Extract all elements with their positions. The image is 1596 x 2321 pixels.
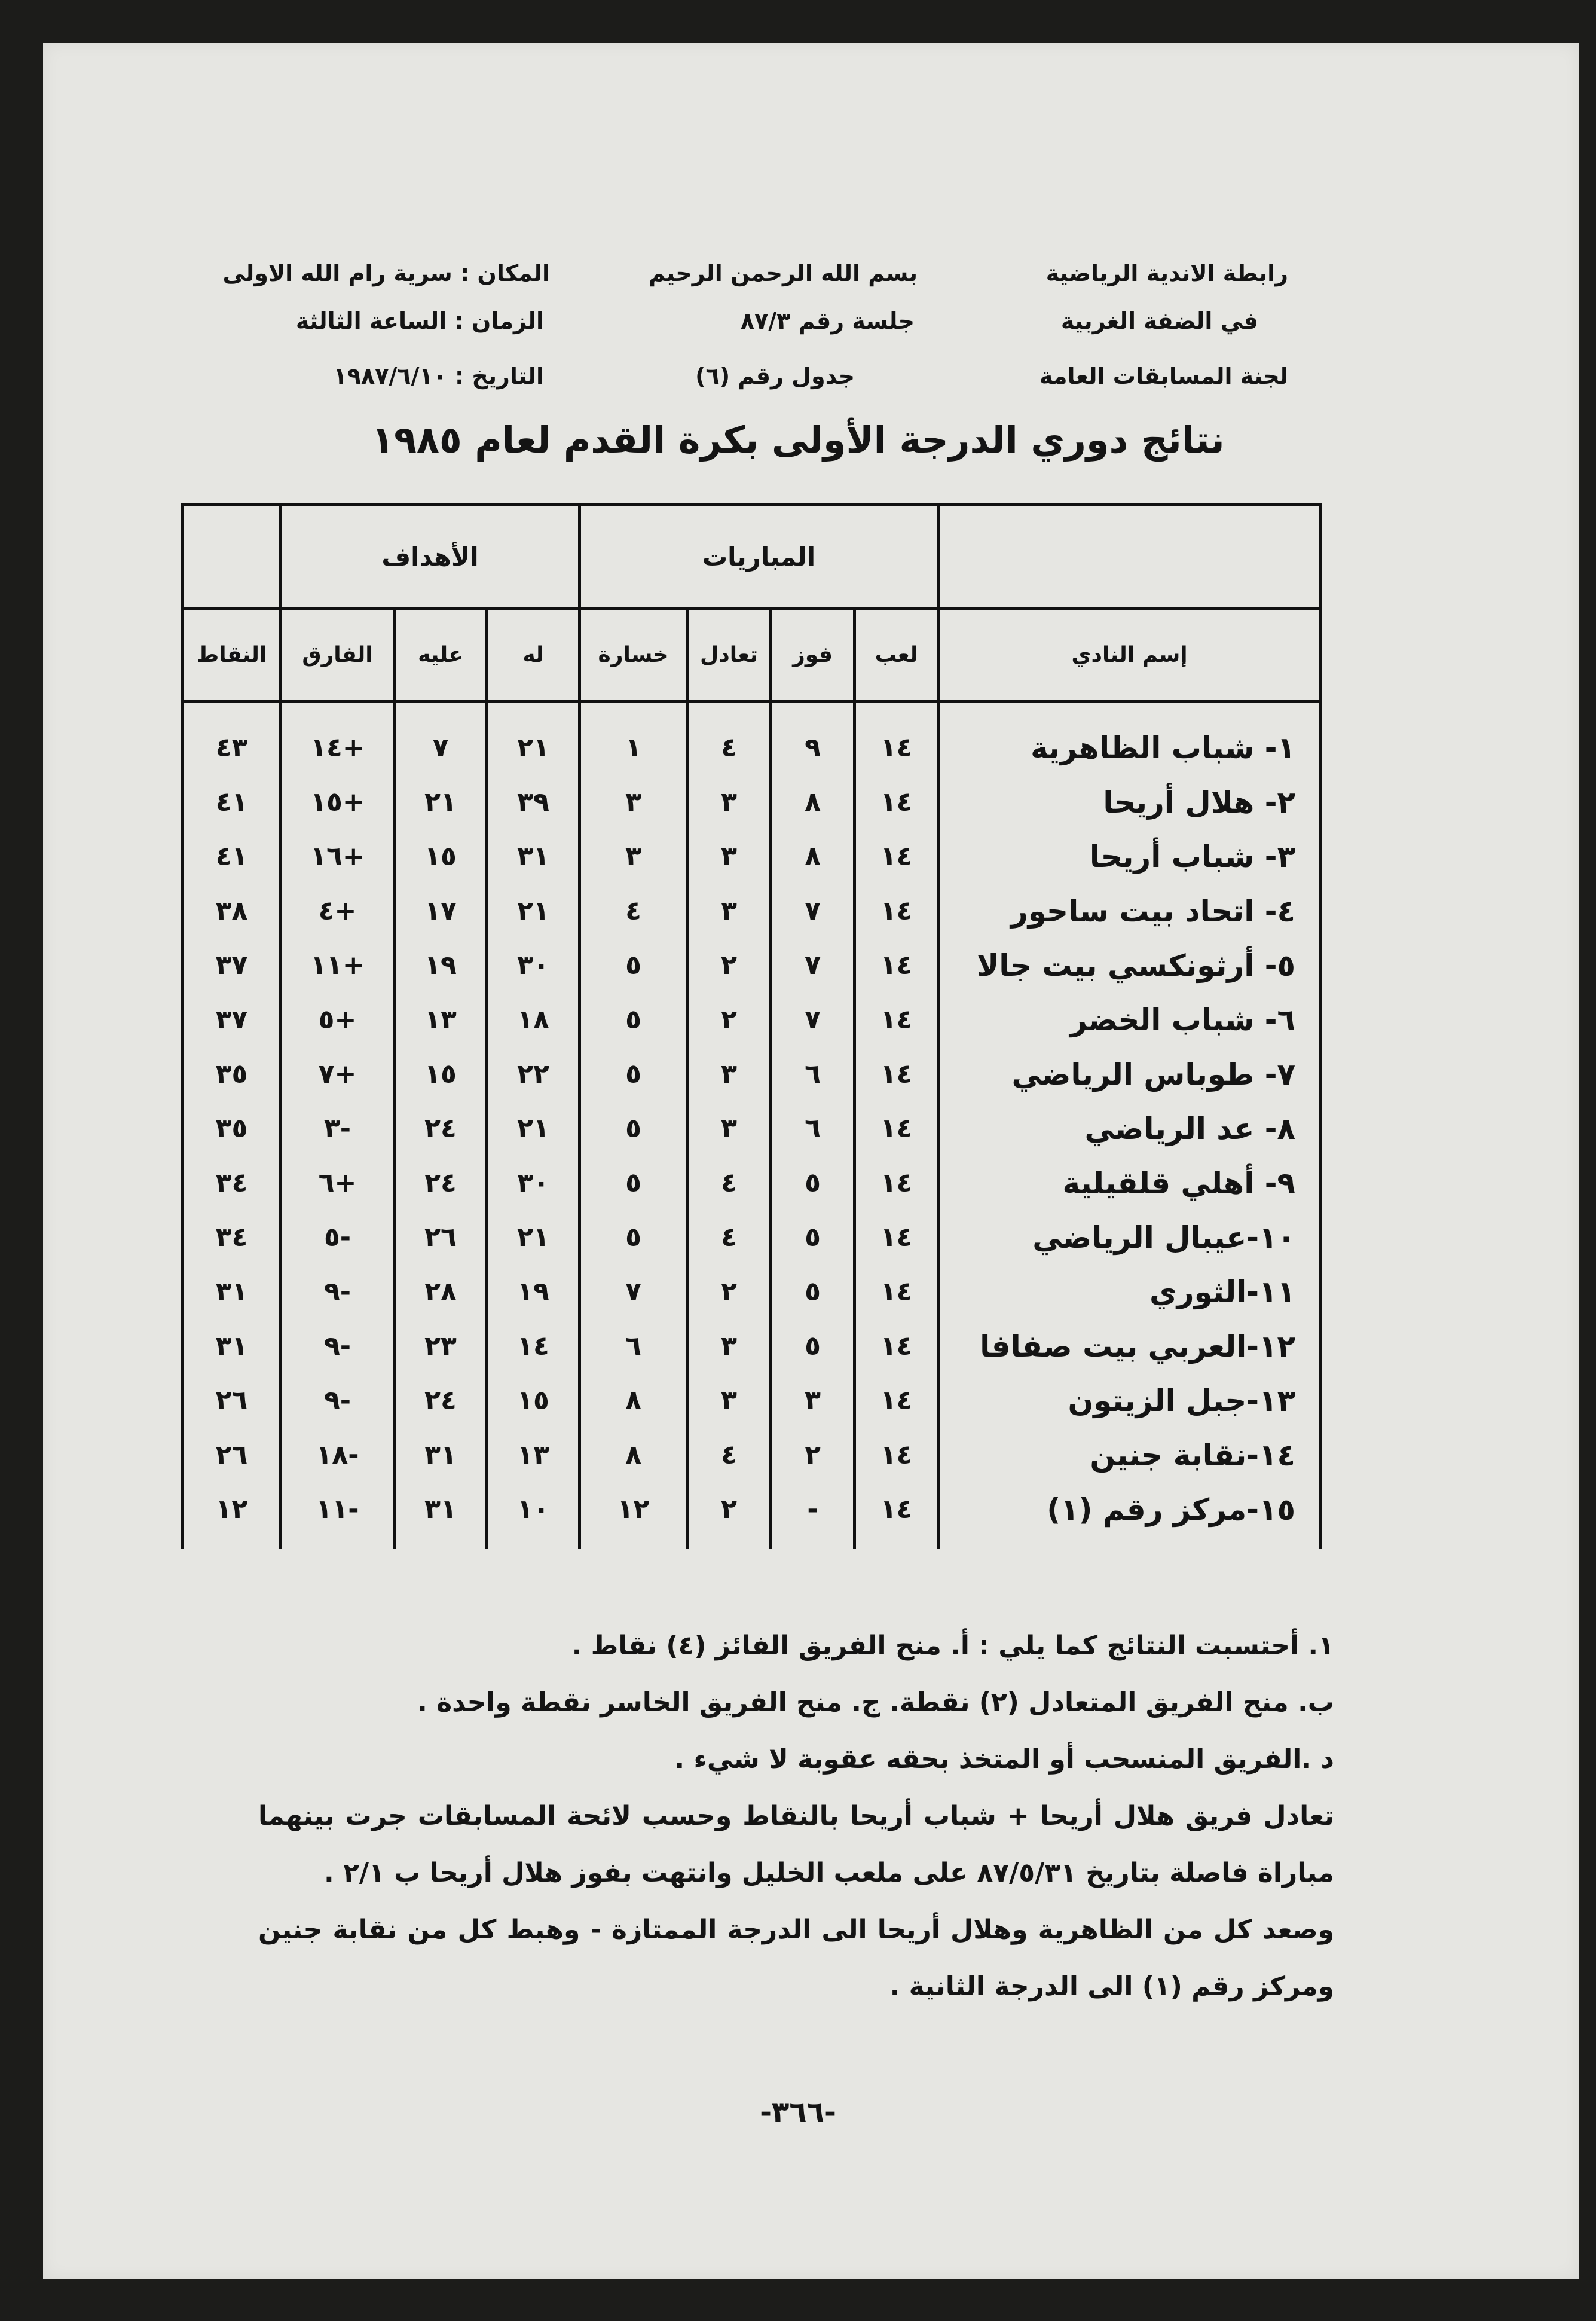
page-title: نتائج دوري الدرجة الأولى بكرة القدم لعام ١٩٨٥ <box>371 418 1225 462</box>
table-row <box>183 1265 1321 1319</box>
played-cell: ١٤ <box>855 1482 938 1549</box>
played-cell: ١٤ <box>855 829 938 884</box>
goals-for-cell: ١٤ <box>487 1319 580 1373</box>
lost-cell: ١٢ <box>580 1482 687 1549</box>
goal-difference-cell: +١٤ <box>281 701 395 775</box>
won-cell: ٥ <box>771 1265 855 1319</box>
won-cell: ٧ <box>771 884 855 938</box>
won-cell: ٧ <box>771 938 855 992</box>
header-time: الزمان : الساعة الثالثة <box>295 308 544 334</box>
won-cell: ٥ <box>771 1156 855 1210</box>
col-header-lost: خسارة <box>580 609 687 701</box>
note-playoff: تعادل فريق هلال أريحا + شباب أريحا بالنقاط وحسب لائحة المسابقات جرت بينهما مباراة فاصلة بتاريخ ٨٧/٥/٣١ على ملعب الخليل وانتهت بفوز هلال أريحا ب ٢/١ . <box>258 1801 1334 1888</box>
goals-against-cell: ٢١ <box>395 775 487 829</box>
goal-difference-cell: -٩ <box>281 1373 395 1428</box>
goals-for-cell: ٢١ <box>487 884 580 938</box>
goals-for-cell: ١٨ <box>487 992 580 1047</box>
points-cell: ٢٦ <box>183 1373 281 1428</box>
col-header-club: إسم النادي <box>938 609 1321 701</box>
table-row <box>183 1482 1321 1549</box>
lost-cell: ١ <box>580 701 687 775</box>
goals-for-cell: ٣٩ <box>487 775 580 829</box>
table-row <box>183 829 1321 884</box>
header-basmala: بسم الله الرحمن الرحيم <box>649 260 918 286</box>
note-promotion-relegation: وصعد كل من الظاهرية وهلال أريحا الى الدرجة الممتازة - وهبط كل من نقابة جنين ومركز رقم (١) الى الدرجة الثانية . <box>258 1914 1334 2002</box>
goals-for-cell: ٢١ <box>487 1210 580 1265</box>
goals-for-cell: ١٩ <box>487 1265 580 1319</box>
blank-header-cell <box>938 505 1321 609</box>
won-cell: ٨ <box>771 775 855 829</box>
header-committee: لجنة المسابقات العامة <box>1039 363 1288 389</box>
blank-header-cell <box>183 505 281 609</box>
goals-against-cell: ٢٨ <box>395 1265 487 1319</box>
goals-for-cell: ٣٠ <box>487 1156 580 1210</box>
drawn-cell: ٢ <box>687 938 771 992</box>
played-cell: ١٤ <box>855 884 938 938</box>
lost-cell: ٤ <box>580 884 687 938</box>
played-cell: ١٤ <box>855 1210 938 1265</box>
lost-cell: ٥ <box>580 1210 687 1265</box>
lost-cell: ٣ <box>580 775 687 829</box>
points-cell: ٣٧ <box>183 992 281 1047</box>
drawn-cell: ٣ <box>687 1373 771 1428</box>
played-cell: ١٤ <box>855 1101 938 1156</box>
lost-cell: ٦ <box>580 1319 687 1373</box>
won-cell: ٦ <box>771 1047 855 1101</box>
goal-difference-cell: -١١ <box>281 1482 395 1549</box>
goals-for-cell: ٣١ <box>487 829 580 884</box>
lost-cell: ٧ <box>580 1265 687 1319</box>
goal-difference-cell: +٤ <box>281 884 395 938</box>
goal-difference-cell: +١١ <box>281 938 395 992</box>
played-cell: ١٤ <box>855 992 938 1047</box>
played-cell: ١٤ <box>855 1047 938 1101</box>
lost-cell: ٥ <box>580 938 687 992</box>
won-cell: ٩ <box>771 701 855 775</box>
goal-difference-cell: +٥ <box>281 992 395 1047</box>
goal-difference-cell: -٣ <box>281 1101 395 1156</box>
goals-against-cell: ٢٤ <box>395 1156 487 1210</box>
goals-against-cell: ٢٤ <box>395 1373 487 1428</box>
lost-cell: ٨ <box>580 1428 687 1482</box>
lost-cell: ٥ <box>580 992 687 1047</box>
table-row <box>183 1156 1321 1210</box>
note-withdrawn: د .الفريق المنسحب أو المتخذ بحقه عقوبة لا شيء . <box>674 1744 1334 1775</box>
goal-difference-cell: -٩ <box>281 1265 395 1319</box>
goals-against-cell: ٢٤ <box>395 1101 487 1156</box>
drawn-cell: ٤ <box>687 1210 771 1265</box>
points-cell: ٢٦ <box>183 1428 281 1482</box>
goals-group-header: الأهداف <box>281 505 580 609</box>
table-row <box>183 1319 1321 1373</box>
goals-against-cell: ١٣ <box>395 992 487 1047</box>
table-row <box>183 1101 1321 1156</box>
header-session: جلسة رقم ٨٧/٣ <box>740 308 915 334</box>
points-cell: ٤١ <box>183 829 281 884</box>
note-scoring: ١. أحتسبت النتائج كما يلي : أ. منح الفريق الفائز (٤) نقاط . <box>571 1630 1334 1661</box>
goal-difference-cell: +١٦ <box>281 829 395 884</box>
goals-for-cell: ٢١ <box>487 701 580 775</box>
drawn-cell: ٣ <box>687 829 771 884</box>
goals-against-cell: ٢٦ <box>395 1210 487 1265</box>
points-cell: ٣٥ <box>183 1101 281 1156</box>
club-name-cell: ١٤-نقابة جنين <box>938 1428 1321 1482</box>
goals-for-cell: ٣٠ <box>487 938 580 992</box>
table-row <box>183 1210 1321 1265</box>
club-name-cell: ٥- أرثونكسي بيت جالا <box>938 938 1321 992</box>
col-header-goals-for: له <box>487 609 580 701</box>
drawn-cell: ٣ <box>687 1319 771 1373</box>
goals-for-cell: ١٣ <box>487 1428 580 1482</box>
col-header-won: فوز <box>771 609 855 701</box>
table-row <box>183 701 1321 775</box>
points-cell: ٤٣ <box>183 701 281 775</box>
won-cell: ٢ <box>771 1428 855 1482</box>
page-number: -٣٦٦- <box>760 2096 836 2129</box>
table-group-header-row <box>183 505 1321 609</box>
drawn-cell: ٣ <box>687 1047 771 1101</box>
drawn-cell: ٣ <box>687 884 771 938</box>
col-header-goal-difference: الفارق <box>281 609 395 701</box>
table-row <box>183 775 1321 829</box>
table-row <box>183 1047 1321 1101</box>
goals-against-cell: ٣١ <box>395 1482 487 1549</box>
goal-difference-cell: +٦ <box>281 1156 395 1210</box>
drawn-cell: ٢ <box>687 992 771 1047</box>
won-cell: ٨ <box>771 829 855 884</box>
club-name-cell: ١٣-جبل الزيتون <box>938 1373 1321 1428</box>
header-region: في الضفة الغربية <box>1060 308 1258 334</box>
table-row <box>183 884 1321 938</box>
goal-difference-cell: -٩ <box>281 1319 395 1373</box>
drawn-cell: ٤ <box>687 1428 771 1482</box>
goals-against-cell: ٧ <box>395 701 487 775</box>
lost-cell: ٥ <box>580 1156 687 1210</box>
played-cell: ١٤ <box>855 701 938 775</box>
points-cell: ٣١ <box>183 1319 281 1373</box>
drawn-cell: ٣ <box>687 1101 771 1156</box>
played-cell: ١٤ <box>855 938 938 992</box>
club-name-cell: ٦- شباب الخضر <box>938 992 1321 1047</box>
club-name-cell: ٤- اتحاد بيت ساحور <box>938 884 1321 938</box>
goal-difference-cell: +٧ <box>281 1047 395 1101</box>
club-name-cell: ٢- هلال أريحا <box>938 775 1321 829</box>
club-name-cell: ٧- طوباس الرياضي <box>938 1047 1321 1101</box>
note-draw-points: ب. منح الفريق المتعادل (٢) نقطة. ج. منح الفريق الخاسر نقطة واحدة . <box>417 1687 1334 1718</box>
goals-for-cell: ١٥ <box>487 1373 580 1428</box>
points-cell: ٣٥ <box>183 1047 281 1101</box>
lost-cell: ٨ <box>580 1373 687 1428</box>
won-cell: ٦ <box>771 1101 855 1156</box>
points-cell: ٣١ <box>183 1265 281 1319</box>
played-cell: ١٤ <box>855 1156 938 1210</box>
goals-against-cell: ١٥ <box>395 829 487 884</box>
lost-cell: ٣ <box>580 829 687 884</box>
club-name-cell: ٩- أهلي قلقيلية <box>938 1156 1321 1210</box>
lost-cell: ٥ <box>580 1101 687 1156</box>
goals-against-cell: ١٥ <box>395 1047 487 1101</box>
table-column-header-row <box>183 609 1321 701</box>
goals-for-cell: ٢١ <box>487 1101 580 1156</box>
played-cell: ١٤ <box>855 1319 938 1373</box>
lost-cell: ٥ <box>580 1047 687 1101</box>
league-results-table <box>181 503 1322 1549</box>
points-cell: ٣٨ <box>183 884 281 938</box>
points-cell: ٣٤ <box>183 1156 281 1210</box>
drawn-cell: ٢ <box>687 1265 771 1319</box>
col-header-played: لعب <box>855 609 938 701</box>
table-row <box>183 938 1321 992</box>
won-cell: ٧ <box>771 992 855 1047</box>
played-cell: ١٤ <box>855 1265 938 1319</box>
goal-difference-cell: +١٥ <box>281 775 395 829</box>
won-cell: - <box>771 1482 855 1549</box>
club-name-cell: ١١-الثوري <box>938 1265 1321 1319</box>
header-place: المكان : سرية رام الله الاولى <box>222 260 550 286</box>
club-name-cell: ١- شباب الظاهرية <box>938 701 1321 775</box>
club-name-cell: ٨- عد الرياضي <box>938 1101 1321 1156</box>
goal-difference-cell: -١٨ <box>281 1428 395 1482</box>
goal-difference-cell: -٥ <box>281 1210 395 1265</box>
table-row <box>183 992 1321 1047</box>
table-row <box>183 1373 1321 1428</box>
header-table-number: جدول رقم (٦) <box>695 363 855 389</box>
goals-against-cell: ٢٣ <box>395 1319 487 1373</box>
table-row <box>183 1428 1321 1482</box>
drawn-cell: ٢ <box>687 1482 771 1549</box>
won-cell: ٣ <box>771 1373 855 1428</box>
goals-against-cell: ١٧ <box>395 884 487 938</box>
drawn-cell: ٤ <box>687 1156 771 1210</box>
club-name-cell: ١٠-عيبال الرياضي <box>938 1210 1321 1265</box>
goals-for-cell: ١٠ <box>487 1482 580 1549</box>
club-name-cell: ١٢-العربي بيت صفافا <box>938 1319 1321 1373</box>
goals-for-cell: ٢٢ <box>487 1047 580 1101</box>
points-cell: ٣٤ <box>183 1210 281 1265</box>
header-date: التاريخ : ١٩٨٧/٦/١٠ <box>333 363 544 389</box>
col-header-goals-against: عليه <box>395 609 487 701</box>
won-cell: ٥ <box>771 1210 855 1265</box>
club-name-cell: ١٥-مركز رقم (١) <box>938 1482 1321 1549</box>
header-federation: رابطة الاندية الرياضية <box>1045 260 1288 286</box>
club-name-cell: ٣- شباب أريحا <box>938 829 1321 884</box>
played-cell: ١٤ <box>855 1428 938 1482</box>
points-cell: ٣٧ <box>183 938 281 992</box>
won-cell: ٥ <box>771 1319 855 1373</box>
col-header-points: النقاط <box>183 609 281 701</box>
points-cell: ٤١ <box>183 775 281 829</box>
col-header-drawn: تعادل <box>687 609 771 701</box>
played-cell: ١٤ <box>855 775 938 829</box>
notes-section <box>258 1617 1334 2015</box>
points-cell: ١٢ <box>183 1482 281 1549</box>
goals-against-cell: ٣١ <box>395 1428 487 1482</box>
matches-group-header: المباريات <box>580 505 938 609</box>
played-cell: ١٤ <box>855 1373 938 1428</box>
drawn-cell: ٣ <box>687 775 771 829</box>
goals-against-cell: ١٩ <box>395 938 487 992</box>
drawn-cell: ٤ <box>687 701 771 775</box>
